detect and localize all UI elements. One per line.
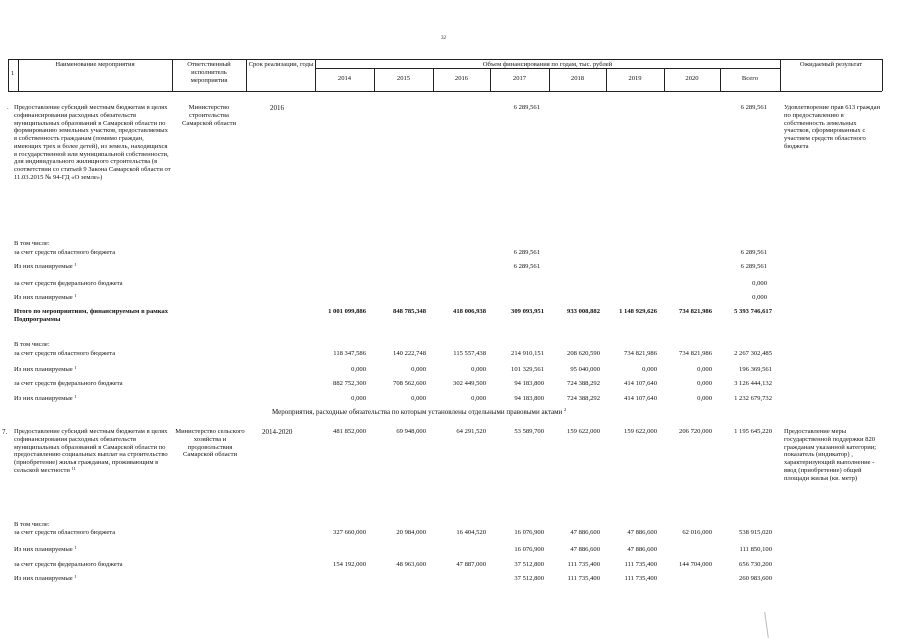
row7-in-number: В том числе: — [14, 521, 50, 528]
col-divider — [172, 59, 173, 91]
cell: 16 076,900 — [514, 546, 544, 553]
header-period: Срок реализации, годы — [248, 61, 314, 68]
row7-sub-label: Из них планируемые $^1$ — [14, 574, 77, 582]
cell: 48 963,600 — [396, 561, 426, 568]
cell: 260 983,600 — [739, 575, 772, 582]
year-2017: 2017 — [512, 75, 527, 82]
row7-sub-label: за счет средств областного бюджета — [14, 529, 116, 536]
year-2020: 2020 — [685, 75, 699, 82]
row6-marker: . — [7, 104, 9, 111]
cell: 2 267 302,485 — [734, 350, 772, 357]
row6-name: Предоставление субсидий местным бюджетам в целях софинансирования расходных обязательств муниципальных образований в Самарской области по формированию земельных участков, предоставляемых в собственность гражданам (помимо граждан, имеющих трех и более детей), из земель, находящихся в государственной или муниципальной собственности, для индивидуального жилищного строительства (в соответствии со статьей 9 Закона Самарской области от 11.03.2015 № 94-ГД «О земле») — [14, 104, 171, 181]
cell: 0,000 — [411, 395, 426, 402]
year-total: Всего — [741, 75, 759, 82]
row6-regional-2017: 6 289,561 — [513, 249, 540, 256]
cell: 111 850,100 — [739, 546, 772, 553]
itogo-2016: 418 006,938 — [453, 308, 486, 315]
itogo-label: Итого по мероприятиям, финансируемым в рамках Подпрограммы — [14, 308, 169, 323]
cell: 47 886,600 — [570, 546, 600, 553]
cell: 111 735,400 — [624, 575, 657, 582]
cell: 1 195 645,220 — [734, 428, 772, 435]
cell: 101 329,561 — [511, 366, 544, 373]
cell: 154 192,000 — [333, 561, 366, 568]
cell: 94 183,800 — [514, 380, 544, 387]
section-title: Мероприятия, расходные обязательства по которым установлены отдельными правовыми актами $^2$ — [272, 407, 567, 416]
cell: 206 720,000 — [679, 428, 712, 435]
table-header-bottom-border — [8, 91, 882, 92]
row6-2017: 6 289,561 — [513, 104, 540, 111]
cell: 53 589,700 — [514, 428, 544, 435]
cell: 47 886,600 — [627, 546, 657, 553]
year-2016: 2016 — [454, 75, 469, 82]
itogo-2019: 1 148 929,626 — [619, 308, 657, 315]
row6-result: Удовлетворение прав 613 граждан по предоставлению в собственность земельных участков, сформированных с участием средств областного бюджета — [784, 104, 881, 150]
col-divider — [882, 59, 883, 91]
header-funding: Объем финансирования по годам, тыс. рублей — [482, 61, 613, 68]
cell: 94 183,800 — [514, 395, 544, 402]
cell: 0,000 — [351, 366, 366, 373]
year-2018: 2018 — [570, 75, 585, 82]
header-result: Ожидаемый результат — [799, 61, 863, 68]
row6-planned2-total: 0,000 — [752, 294, 767, 301]
row6-total: 6 289,561 — [740, 104, 767, 111]
cell: 62 016,000 — [682, 529, 712, 536]
cell: 37 512,800 — [514, 561, 544, 568]
row6-regional-label: за счет средств областного бюджета — [14, 249, 116, 256]
cell: 16 404,520 — [456, 529, 486, 536]
cell: 140 222,748 — [393, 350, 426, 357]
cell: 47 886,600 — [570, 529, 600, 536]
cell: 656 730,200 — [739, 561, 772, 568]
cell: 0,000 — [697, 366, 712, 373]
row6-planned-total: 6 289,561 — [740, 263, 767, 270]
col-divider — [8, 59, 9, 91]
cell: 414 107,640 — [624, 380, 657, 387]
cell: 118 347,586 — [333, 350, 366, 357]
itogo-total: 5 393 746,617 — [734, 308, 772, 315]
row7-result: Предоставление меры государственной поддержки 820 гражданам указанной категории; показатель (индикатор) , характеризующий выполнение - ввод (приобретение) общей площади жилья (кв. метр) — [784, 428, 877, 482]
itogo-2015: 848 785,348 — [393, 308, 426, 315]
cell: 724 388,292 — [567, 395, 600, 402]
row6-in-number: В том числе: — [14, 240, 50, 247]
col-divider — [246, 59, 247, 91]
cell: 0,000 — [351, 395, 366, 402]
header-responsible: Ответственный исполнитель мероприятия — [187, 61, 231, 84]
row6-period: 2016 — [270, 104, 284, 112]
itogo-2018: 933 008,882 — [567, 308, 600, 315]
cell: 95 040,000 — [570, 366, 600, 373]
year-2015: 2015 — [396, 75, 411, 82]
row6-regional-total: 6 289,561 — [740, 249, 767, 256]
scan-mark — [764, 612, 769, 638]
cell: 414 107,640 — [624, 395, 657, 402]
row7-num: 7. — [2, 428, 8, 436]
cell: 47 886,600 — [627, 529, 657, 536]
row6-federal-total: 0,000 — [752, 280, 767, 287]
cell: 734 821,986 — [624, 350, 657, 357]
row7-sub-label: за счет средств федерального бюджета — [14, 561, 123, 568]
cell: 111 735,400 — [567, 575, 600, 582]
itogo-sub-label: Из них планируемые $^1$ — [14, 365, 77, 373]
page-number: 32 — [441, 36, 446, 41]
cell: 0,000 — [411, 366, 426, 373]
cell: 37 512,800 — [514, 575, 544, 582]
cell: 327 660,000 — [333, 529, 366, 536]
cell: 115 557,438 — [453, 350, 486, 357]
row6-planned-label: Из них планируемые $^1$ — [14, 262, 77, 270]
cell: 20 984,000 — [396, 529, 426, 536]
cell: 0,000 — [697, 380, 712, 387]
cell: 708 562,600 — [393, 380, 426, 387]
cell: 734 821,986 — [679, 350, 712, 357]
row7-period: 2014-2020 — [262, 428, 293, 436]
cell: 481 852,000 — [333, 428, 366, 435]
cell: 3 126 444,132 — [734, 380, 772, 387]
cell: 159 622,000 — [567, 428, 600, 435]
cell: 0,000 — [697, 395, 712, 402]
row7-responsible: Министерство сельского хозяйства и продовольствия Самарской области — [175, 428, 245, 459]
left-marker: 1 — [11, 70, 15, 77]
cell: 47 887,000 — [456, 561, 486, 568]
cell: 144 704,000 — [679, 561, 712, 568]
row7-sub-label: Из них планируемые $^1$ — [14, 545, 77, 553]
cell: 0,000 — [471, 395, 486, 402]
cell: 0,000 — [471, 366, 486, 373]
itogo-sub-label: за счет средств федерального бюджета — [14, 380, 123, 387]
cell: 538 915,020 — [739, 529, 772, 536]
cell: 1 232 679,732 — [734, 395, 772, 402]
row7-name: Предоставление субсидий местным бюджетам в целях софинансирования расходных обязательств муниципальных образований в Самарской области по предоставлению социальных выплат на строительство (приобретение) жилья гражданам, проживающим в сельской местности $^{11}$ — [14, 428, 168, 474]
itogo-2020: 734 821,986 — [679, 308, 712, 315]
cell: 111 735,400 — [567, 561, 600, 568]
row6-planned-2017: 6 289,561 — [513, 263, 540, 270]
itogo-sub-label: Из них планируемые $^1$ — [14, 394, 77, 402]
cell: 724 388,292 — [567, 380, 600, 387]
cell: 16 076,900 — [514, 529, 544, 536]
cell: 0,000 — [642, 366, 657, 373]
year-2019: 2019 — [628, 75, 642, 82]
itogo-2017: 309 093,951 — [511, 308, 544, 315]
cell: 159 622,000 — [624, 428, 657, 435]
header-name: Наименование мероприятия — [55, 61, 135, 68]
row6-federal-label: за счет средств федерального бюджета — [14, 280, 123, 287]
table-top-border — [8, 59, 882, 60]
cell: 214 910,151 — [511, 350, 544, 357]
row6-planned2-label: Из них планируемые $^1$ — [14, 293, 77, 301]
itogo-in-number: В том числе: — [14, 341, 50, 348]
cell: 111 735,400 — [624, 561, 657, 568]
cell: 302 449,500 — [453, 380, 486, 387]
cell: 208 620,590 — [567, 350, 600, 357]
cell: 196 369,561 — [739, 366, 772, 373]
cell: 69 948,000 — [396, 428, 426, 435]
itogo-2014: 1 001 099,886 — [328, 308, 366, 315]
row6-responsible: Министерство строительства Самарской области — [182, 104, 236, 127]
itogo-sub-label: за счет средств областного бюджета — [14, 350, 116, 357]
cell: 882 752,300 — [333, 380, 366, 387]
cell: 64 291,520 — [456, 428, 486, 435]
year-2014: 2014 — [337, 75, 352, 82]
